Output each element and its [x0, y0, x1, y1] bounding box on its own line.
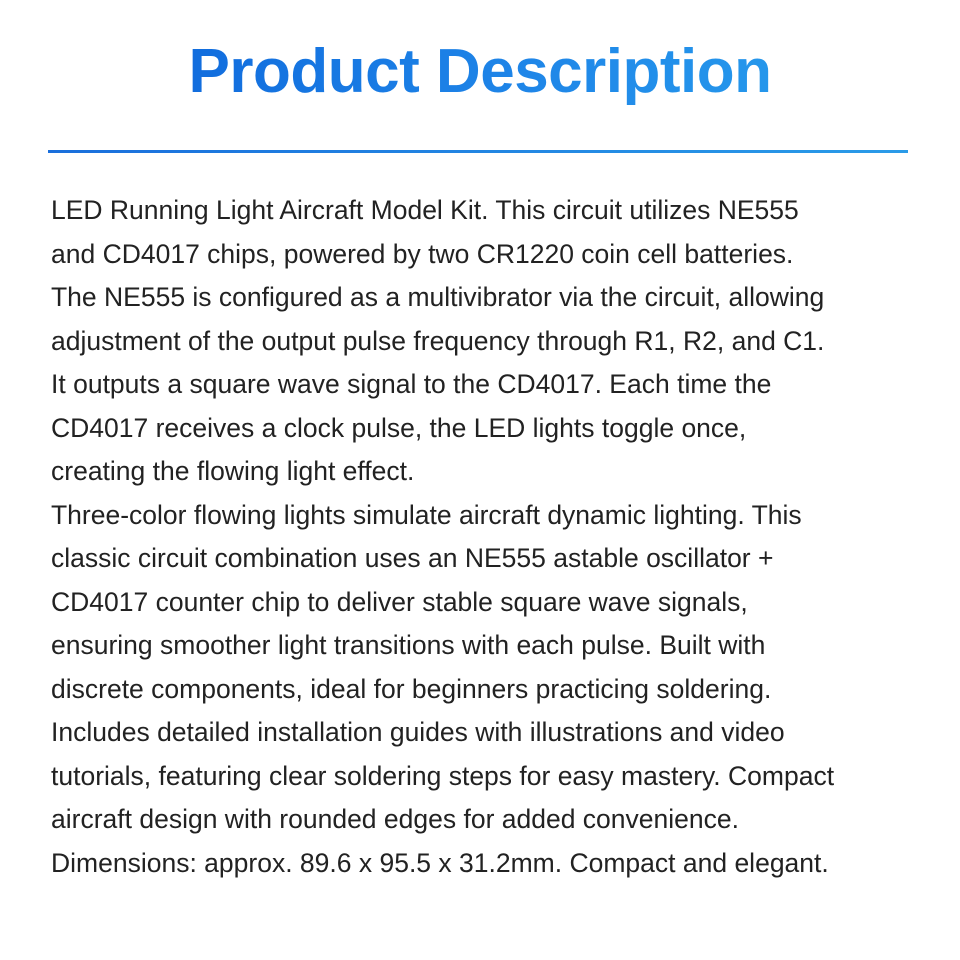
description-line: classic circuit combination uses an NE555 astable oscillator +: [51, 543, 774, 573]
description-line: Includes detailed installation guides with illustrations and video: [51, 717, 785, 747]
description-line: CD4017 counter chip to deliver stable square wave signals,: [51, 586, 748, 617]
description-line: tutorials, featuring clear soldering steps for easy mastery. Compact: [51, 760, 835, 791]
description-body: [51, 189, 931, 885]
description-line: It outputs a square wave signal to the CD4017. Each time the: [51, 369, 772, 399]
description-line: Dimensions: approx. 89.6 x 95.5 x 31.2mm. Compact and elegant.: [51, 847, 829, 878]
description-line: aircraft design with rounded edges for added convenience.: [51, 804, 739, 834]
description-line: LED Running Light Aircraft Model Kit. This circuit utilizes NE555: [51, 195, 799, 225]
description-line: discrete components, ideal for beginners practicing soldering.: [51, 673, 772, 704]
description-line: The NE555 is configured as a multivibrator via the circuit, allowing: [51, 282, 825, 312]
description-line: Three-color flowing lights simulate aircraft dynamic lighting. This: [51, 499, 802, 530]
title-divider: [48, 150, 908, 153]
page-title: Product Description: [0, 30, 960, 114]
description-line: ensuring smoother light transitions with each pulse. Built with: [51, 630, 766, 660]
description-line: and CD4017 chips, powered by two CR1220 coin cell batteries.: [51, 238, 794, 269]
description-line: adjustment of the output pulse frequency through R1, R2, and C1.: [51, 325, 825, 356]
description-line: CD4017 receives a clock pulse, the LED lights toggle once,: [51, 412, 747, 443]
description-line: creating the flowing light effect.: [51, 456, 415, 486]
